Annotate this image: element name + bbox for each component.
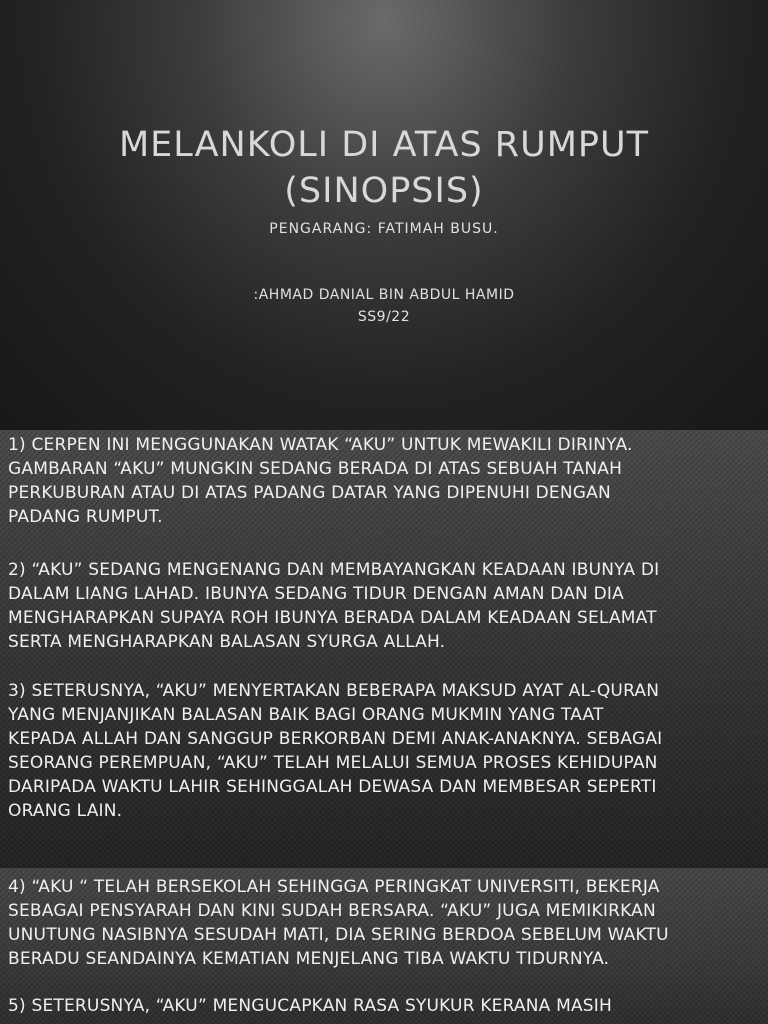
subtitle-author: PENGARANG: FATIMAH BUSU. <box>269 221 499 237</box>
paragraph-line: 4) “AKU “ TELAH BERSEKOLAH SEHINGGA PERINGKAT UNIVERSITI, BEKERJA <box>8 877 660 897</box>
title-slide <box>0 0 768 430</box>
paragraph-5 <box>8 994 756 1018</box>
paragraph-line: DALAM LIANG LAHAD. IBUNYA SEDANG TIDUR DENGAN AMAN DAN DIA <box>8 584 624 604</box>
paragraph-line: ORANG LAIN. <box>8 801 123 821</box>
presenter-name: :AHMAD DANIAL BIN ABDUL HAMID <box>253 287 515 303</box>
paragraph-line: SERTA MENGHARAPKAN BALASAN SYURGA ALLAH. <box>8 632 446 652</box>
paragraph-line: GAMBARAN “AKU” MUNGKIN SEDANG BERADA DI ATAS SEBUAH TANAH <box>8 459 623 479</box>
paragraph-line: 5) SETERUSNYA, “AKU” MENGUCAPKAN RASA SYUKUR KERANA MASIH <box>8 996 612 1016</box>
paragraph-line: BERADU SEANDAINYA KEMATIAN MENJELANG TIBA WAKTU TIDURNYA. <box>8 949 610 969</box>
paragraph-line: SEORANG PEREMPUAN, “AKU” TELAH MELALUI SEMUA PROSES KEHIDUPAN <box>8 753 658 773</box>
paragraph-line: 1) CERPEN INI MENGGUNAKAN WATAK “AKU” UNTUK MEWAKILI DIRINYA. <box>8 435 633 455</box>
paragraph-line: DARIPADA WAKTU LAHIR SEHINGGALAH DEWASA DAN MEMBESAR SEPERTI <box>8 777 657 797</box>
title-line-1: MELANKOLI DI ATAS RUMPUT <box>118 125 650 165</box>
paragraph-line: PERKUBURAN ATAU DI ATAS PADANG DATAR YANG DIPENUHI DENGAN <box>8 483 611 503</box>
content-slide-2 <box>0 868 768 1024</box>
paragraph-line: YANG MENJANJIKAN BALASAN BAIK BAGI ORANG MUKMIN YANG TAAT <box>8 705 604 725</box>
title-line-2: (SINOPSIS) <box>284 171 484 211</box>
paragraph-1 <box>8 433 756 529</box>
paragraph-3 <box>8 679 756 823</box>
paragraph-line: UNUTUNG NASIBNYA SESUDAH MATI, DIA SERING BERDOA SEBELUM WAKTU <box>8 925 669 945</box>
paragraph-line: MENGHARAPKAN SUPAYA ROH IBUNYA BERADA DALAM KEADAAN SELAMAT <box>8 608 657 628</box>
paragraph-line: PADANG RUMPUT. <box>8 507 163 527</box>
slide-title <box>0 122 768 214</box>
paragraph-line: SEBAGAI PENSYARAH DAN KINI SUDAH BERSARA. “AKU” JUGA MEMIKIRKAN <box>8 901 656 921</box>
presenter-class: SS9/22 <box>357 309 411 325</box>
paragraph-2 <box>8 558 756 654</box>
paragraph-line: 2) “AKU” SEDANG MENGENANG DAN MEMBAYANGKAN KEADAAN IBUNYA DI <box>8 560 660 580</box>
content-slide-1 <box>0 430 768 868</box>
paragraph-4 <box>8 875 756 971</box>
paragraph-line: KEPADA ALLAH DAN SANGGUP BERKORBAN DEMI ANAK-ANAKNYA. SEBAGAI <box>8 729 663 749</box>
paragraph-line: 3) SETERUSNYA, “AKU” MENYERTAKAN BEBERAPA MAKSUD AYAT AL-QURAN <box>8 681 660 701</box>
presenter-block <box>0 284 768 328</box>
